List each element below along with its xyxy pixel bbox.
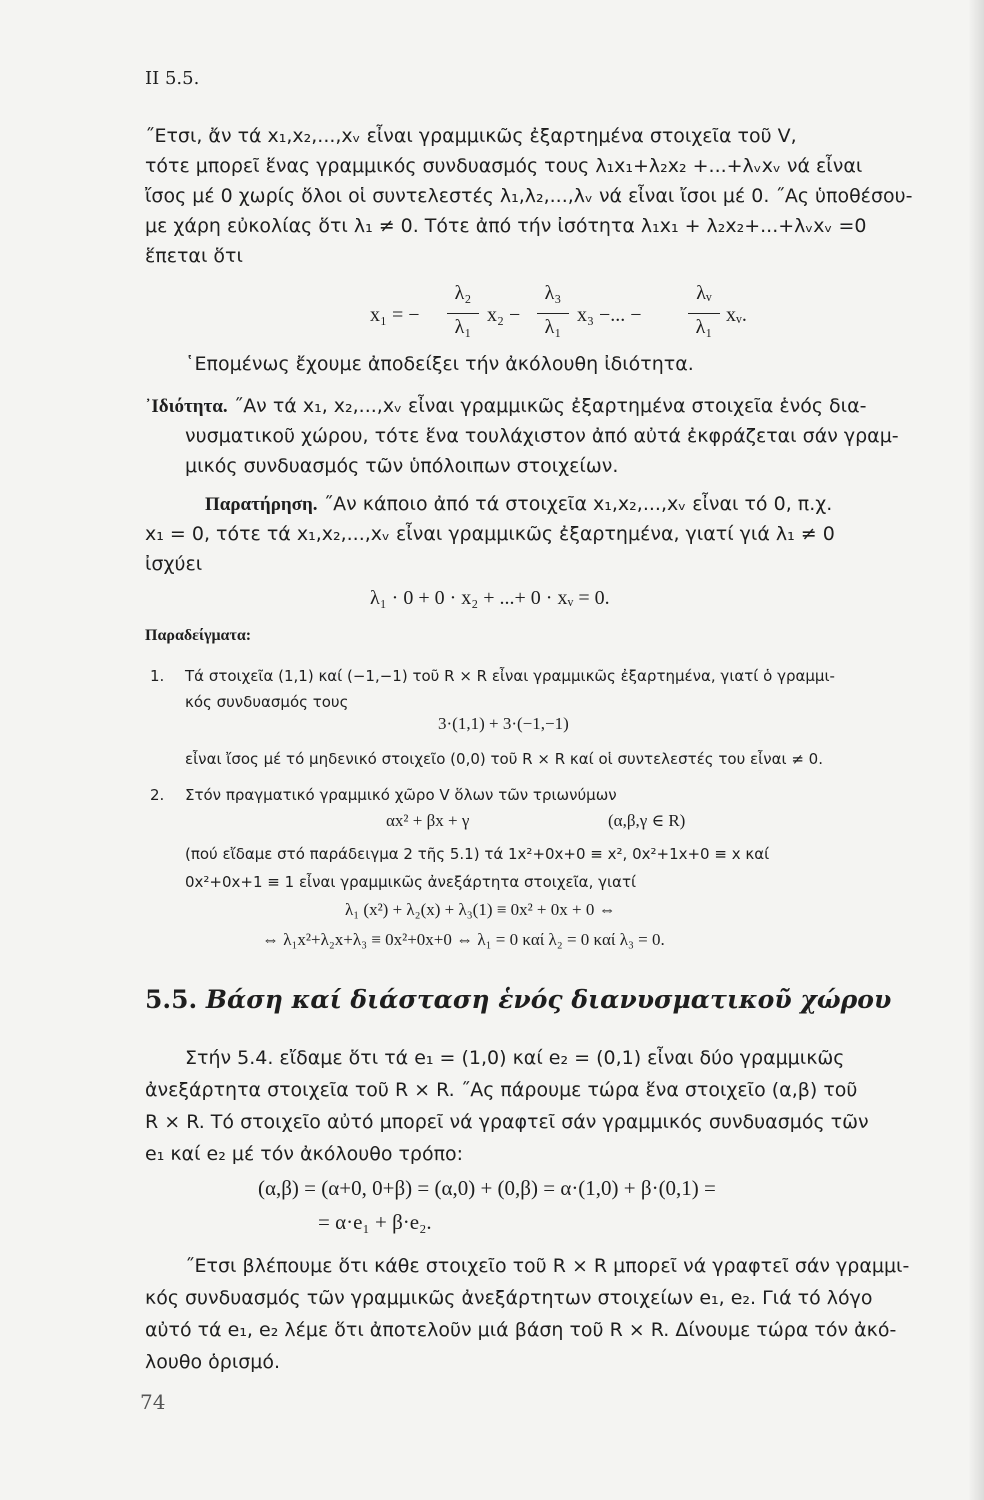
property-text-2: νυσματικοῦ χώρου, τότε ἕνα τουλάχιστον ἀπό αὐτά ἐκφράζεται σάν γραμ- xyxy=(185,425,899,447)
example-1-equation: 3·(1,1) + 3·(−1,−1) xyxy=(438,714,569,733)
consequently-sentence: ῾Επομένως ἔχουμε ἀποδείξει τήν ἀκόλουθη ἰδιότητα. xyxy=(185,353,694,375)
eq1-fraction-2-bar xyxy=(537,313,569,314)
property-block-line-1 xyxy=(145,391,866,422)
example-2-number: 2. xyxy=(150,786,165,804)
paragraph-conclusion-line-2: κός συνδυασμός τῶν γραμμικῶς ἀνεξάρτητων στοιχείων e₁, e₂. Γιά τό λόγο xyxy=(145,1287,873,1309)
paragraph-basis-line-1: Στήν 5.4. εἴδαμε ὅτι τά e₁ = (1,0) καί e₂ = (0,1) εἶναι δύο γραμμικῶς xyxy=(185,1047,845,1069)
section-title: Βάση καί διάσταση ἑνός διανυσματικοῦ χώρου xyxy=(205,985,892,1014)
eq1-fraction-3-numerator: λᵥ xyxy=(696,282,712,304)
paragraph-conclusion-line-3: αὐτό τά e₁, e₂ λέμε ὅτι ἀποτελοῦν μιά βάση τοῦ R × R. Δίνουμε τώρα τόν ἀκό- xyxy=(145,1319,897,1341)
eq1-term-2: x₃ −... − xyxy=(577,304,642,326)
example-1-line-3: εἶναι ἴσος μέ τό μηδενικό στοιχεῖο (0,0) τοῦ R × R καί οἱ συντελεστές του εἶναι ≠ 0. xyxy=(185,750,823,768)
eq1-fraction-1-denominator: λ₁ xyxy=(454,316,472,338)
basis-equation-line-2: = α·e₁ + β·e₂. xyxy=(318,1210,432,1234)
example-2-equation-1: λ₁ (x²) + λ₂(x) + λ₃(1) ≡ 0x² + 0x + 0 ⇔ xyxy=(345,900,616,919)
remark-text-2: x₁ = 0, τότε τά x₁,x₂,...,xᵥ εἶναι γραμμικῶς ἐξαρτημένα, γιατί γιά λ₁ ≠ 0 xyxy=(145,523,835,545)
property-text-1: ˝Αν τά x₁, x₂,...,xᵥ εἶναι γραμμικῶς ἐξαρτημένα στοιχεῖα ἑνός δια- xyxy=(233,395,867,417)
remark-text-1: ˝Αν κάποιο ἀπό τά στοιχεῖα x₁,x₂,...,xᵥ εἶναι τό 0, π.χ. xyxy=(323,493,833,515)
example-2-line-1: Στόν πραγματικό γραμμικό χῶρο V ὅλων τῶν τριωνύμων xyxy=(185,786,617,804)
eq1-term-3: xᵥ. xyxy=(726,304,747,326)
paragraph-basis-line-4: e₁ καί e₂ μέ τόν ἀκόλουθο τρόπο: xyxy=(145,1143,464,1165)
example-1-number: 1. xyxy=(150,667,165,685)
example-2-trinomial: αx² + βx + γ xyxy=(386,811,470,830)
page-number: 74 xyxy=(140,1390,166,1414)
section-heading xyxy=(145,985,891,1014)
basis-equation-line-1: (α,β) = (α+0, 0+β) = (α,0) + (0,β) = α·(1,0) + β·(0,1) = xyxy=(258,1176,716,1200)
paragraph-dependence-line-2: τότε μπορεῖ ἕνας γραμμικός συνδυασμός τους λ₁x₁+λ₂x₂ +...+λᵥxᵥ νά εἶναι xyxy=(145,155,863,177)
example-2-equation-2: ⇔ λ₁x²+λ₂x+λ₃ ≡ 0x²+0x+0 ⇔ λ₁ = 0 καί λ₂ = 0 καί λ₃ = 0. xyxy=(262,930,665,949)
running-head: II 5.5. xyxy=(145,68,200,89)
example-1-line-2: κός συνδυασμός τους xyxy=(185,693,349,711)
property-text-3: μικός συνδυασμός τῶν ὑπόλοιπων στοιχείων. xyxy=(185,455,619,477)
remark-block-line-1 xyxy=(205,489,832,520)
paragraph-conclusion-line-4: λουθο ὁρισμό. xyxy=(145,1351,281,1373)
example-2-line-2: (πού εἴδαμε στό παράδειγμα 2 τῆς 5.1) τά 1x²+0x+0 ≡ x², 0x²+1x+0 ≡ x καί xyxy=(185,845,770,863)
paragraph-dependence-line-4: με χάρη εὐκολίας ὅτι λ₁ ≠ 0. Τότε ἀπό τήν ἰσότητα λ₁x₁ + λ₂x₂+...+λᵥxᵥ =0 xyxy=(145,215,867,237)
section-number: 5.5. xyxy=(145,985,198,1014)
eq1-fraction-1-bar xyxy=(447,313,479,314)
eq1-fraction-3-denominator: λ₁ xyxy=(695,316,713,338)
property-label: ᾿Ιδιότητα. xyxy=(145,396,228,417)
paragraph-conclusion-line-1: ˝Ετσι βλέπουμε ὅτι κάθε στοιχεῖο τοῦ R × R μπορεῖ νά γραφτεῖ σάν γραμμι- xyxy=(185,1255,910,1277)
examples-label: Παραδείγματα: xyxy=(145,627,252,644)
eq1-fraction-2-denominator: λ₁ xyxy=(544,316,562,338)
example-2-line-3: 0x²+0x+1 ≡ 1 εἶναι γραμμικῶς ἀνεξάρτητα στοιχεῖα, γιατί xyxy=(185,873,637,891)
paragraph-basis-line-2: ἀνεξάρτητα στοιχεῖα τοῦ R × R. ˝Ας πάρουμε τώρα ἕνα στοιχεῖο (α,β) τοῦ xyxy=(145,1079,858,1101)
remark-text-3: ἰσχύει xyxy=(145,553,203,575)
eq1-fraction-2-numerator: λ₃ xyxy=(544,282,562,304)
paragraph-dependence-line-5: ἕπεται ὅτι xyxy=(145,245,243,267)
eq1-lhs: x₁ = − xyxy=(370,304,420,326)
paragraph-dependence-line-1: ˝Ετσι, ἄν τά x₁,x₂,...,xᵥ εἶναι γραμμικῶς ἐξαρτημένα στοιχεῖα τοῦ V, xyxy=(145,125,797,147)
eq1-fraction-3-bar xyxy=(688,313,720,314)
remark-equation: λ₁ · 0 + 0 · x₂ + ...+ 0 · xᵥ = 0. xyxy=(370,587,610,609)
paragraph-basis-line-3: R × R. Τό στοιχεῖο αὐτό μπορεῖ νά γραφτεῖ σάν γραμμικός συνδυασμός τῶν xyxy=(145,1111,869,1133)
eq1-fraction-1-numerator: λ₂ xyxy=(454,282,472,304)
example-2-coefficients: (α,β,γ ∈ R) xyxy=(608,811,686,830)
paragraph-dependence-line-3: ἴσος μέ 0 χωρίς ὅλοι οἱ συντελεστές λ₁,λ₂,...,λᵥ νά εἶναι ἴσοι μέ 0. ˝Ας ὑποθέσου- xyxy=(145,185,913,207)
eq1-term-1: x₂ − xyxy=(487,304,521,326)
example-1-line-1: Τά στοιχεῖα (1,1) καί (−1,−1) τοῦ R × R εἶναι γραμμικῶς ἐξαρτημένα, γιατί ὁ γραμμι- xyxy=(185,667,835,685)
remark-label: Παρατήρηση. xyxy=(205,494,318,515)
